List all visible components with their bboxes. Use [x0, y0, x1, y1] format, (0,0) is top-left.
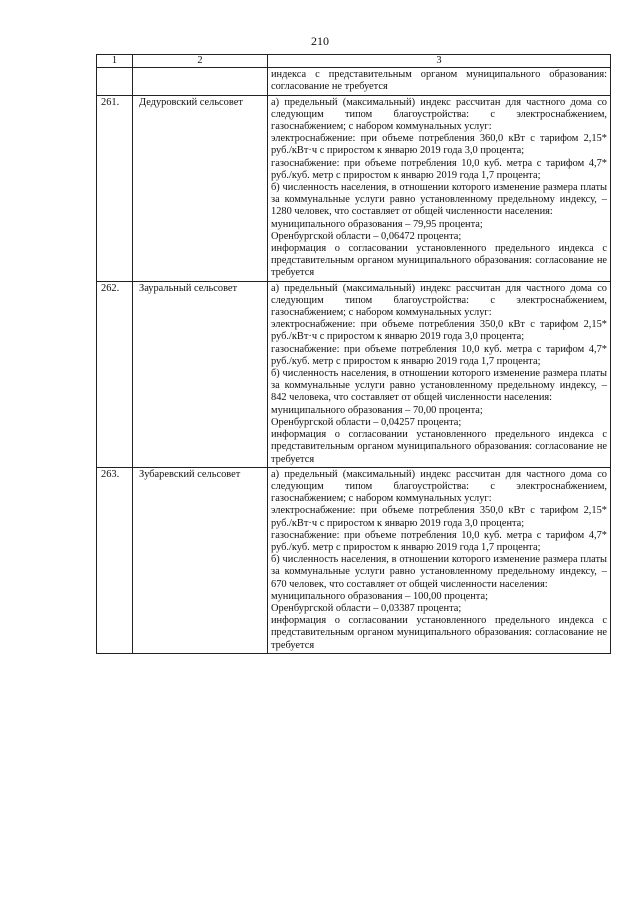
settlement-name-cell: [133, 68, 268, 95]
population-text: б) численность населения, в отношении которого изменение размера платы за коммунальные услуги равно установленному предельному индексу, – 1280 человек, что составляет от общей численности населения:: [271, 182, 607, 218]
electricity-text: электроснабжение: при объеме потребления 350,0 кВт с тарифом 2,15* руб./кВт·ч с приростом к январю 2019 года 3,0 процента;: [271, 505, 607, 529]
column-header-1: 1: [97, 55, 133, 68]
index-calculation-text: а) предельный (максимальный) индекс рассчитан для частного дома со следующим типом благоустройства: с электроснабжением, газоснабжением; с набором коммунальных услуг:: [271, 468, 607, 505]
details-cell: [268, 281, 611, 467]
details-cell: [268, 467, 611, 653]
index-calculation-text: а) предельный (максимальный) индекс рассчитан для частного дома со следующим типом благоустройства: с электроснабжением, газоснабжением; с набором коммунальных услуг:: [271, 282, 607, 319]
electricity-text: электроснабжение: при объеме потребления 360,0 кВт с тарифом 2,15* руб./кВт·ч с приростом к январю 2019 года 3,0 процента;: [271, 133, 607, 157]
region-share-text: Оренбургской области – 0,06472 процента;: [271, 230, 462, 242]
settlement-name: Зауральный сельсовет: [133, 281, 268, 467]
settlement-name: Дедуровский сельсовет: [133, 95, 268, 281]
table-row-261: [97, 95, 611, 281]
region-share-text: Оренбургской области – 0,03387 процента;: [271, 602, 462, 614]
details-cell: [268, 95, 611, 281]
region-share-text: Оренбургской области – 0,04257 процента;: [271, 416, 462, 428]
column-header-2: 2: [133, 55, 268, 68]
row-number-cell: [97, 68, 133, 95]
table-row-262: [97, 281, 611, 467]
page-number: 210: [311, 34, 329, 48]
settlement-name: Зубаревский сельсовет: [133, 467, 268, 653]
electricity-text: электроснабжение: при объеме потребления 350,0 кВт с тарифом 2,15* руб./кВт·ч с приростом к январю 2019 года 3,0 процента;: [271, 319, 607, 343]
continuation-line: индекса с представительным органом муниципального образования: согласование не требуется: [271, 69, 607, 93]
gas-text: газоснабжение: при объеме потребления 10,0 куб. метра с тарифом 4,7* руб./куб. метр с приростом к январю 2019 года 1,7 процента;: [271, 157, 607, 181]
gas-text: газоснабжение: при объеме потребления 10,0 куб. метра с тарифом 4,7* руб./куб. метр с приростом к январю 2019 года 1,7 процента;: [271, 343, 607, 367]
municipal-share-text: муниципального образования – 100,00 процента;: [271, 590, 488, 602]
table-row-263: [97, 467, 611, 653]
approval-info-text: информация о согласовании установленного предельного индекса с представительным органом муниципального образования: согласование не требуется: [271, 615, 607, 651]
approval-info-text: информация о согласовании установленного предельного индекса с представительным органом муниципального образования: согласование не требуется: [271, 243, 607, 279]
table-header-row: [97, 55, 611, 68]
continuation-row: [97, 68, 611, 95]
index-calculation-text: а) предельный (максимальный) индекс рассчитан для частного дома со следующим типом благоустройства: с электроснабжением, газоснабжением; с набором коммунальных услуг:: [271, 96, 607, 133]
details-cell: [268, 68, 611, 95]
row-number: 263.: [97, 467, 133, 653]
population-text: б) численность населения, в отношении которого изменение размера платы за коммунальные услуги равно установленному предельному индексу, – 842 человека, что составляет от общей численности населения:: [271, 368, 607, 404]
tariff-index-table: [96, 54, 611, 654]
municipal-share-text: муниципального образования – 79,95 процента;: [271, 218, 483, 230]
row-number: 262.: [97, 281, 133, 467]
municipal-share-text: муниципального образования – 70,00 процента;: [271, 404, 483, 416]
approval-info-text: информация о согласовании установленного предельного индекса с представительным органом муниципального образования: согласование не требуется: [271, 429, 607, 465]
row-number: 261.: [97, 95, 133, 281]
population-text: б) численность населения, в отношении которого изменение размера платы за коммунальные услуги равно установленному предельному индексу, – 670 человек, что составляет от общей численности населения:: [271, 554, 607, 590]
gas-text: газоснабжение: при объеме потребления 10,0 куб. метра с тарифом 4,7* руб./куб. метр с приростом к январю 2019 года 1,7 процента;: [271, 529, 607, 553]
column-header-3: 3: [268, 55, 611, 68]
